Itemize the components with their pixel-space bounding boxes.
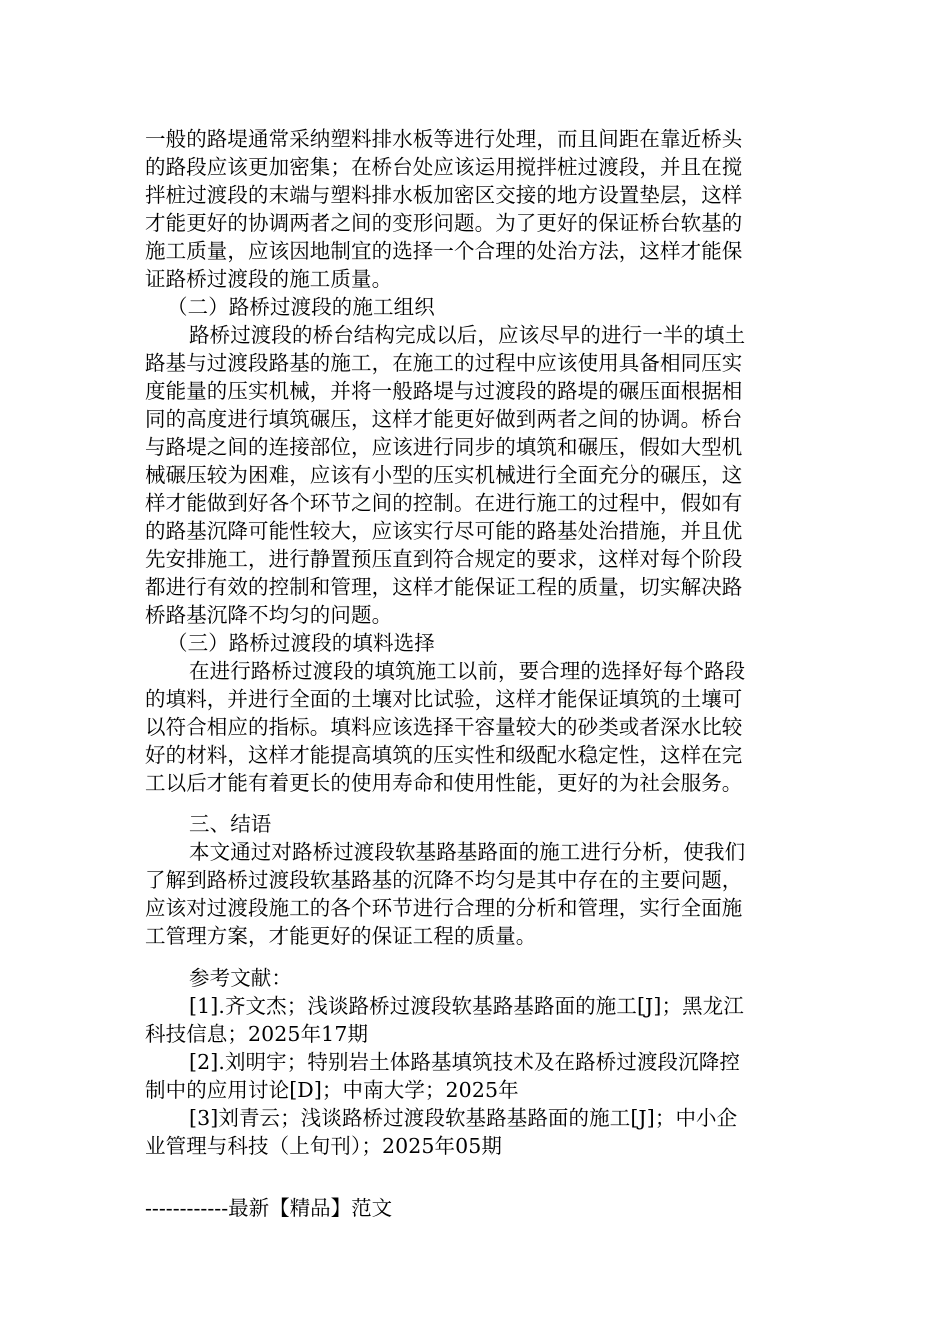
- text-line: 路桥过渡段的桥台结构完成以后，应该尽早的进行一半的填土: [189, 323, 746, 347]
- text-line: 拌桩过渡段的末端与塑料排水板加密区交接的地方设置垫层，这样: [145, 183, 743, 207]
- text-line: 同的高度进行填筑碾压，这样才能更好做到两者之间的协调。桥台: [145, 407, 743, 431]
- text-line: 以符合相应的指标。填料应该选择干容量较大的砂类或者深水比较: [145, 715, 743, 739]
- text-line: 了解到路桥过渡段软基路基的沉降不均匀是其中存在的主要问题，: [145, 868, 743, 892]
- text-line: 在进行路桥过渡段的填筑施工以前，要合理的选择好每个路段: [189, 659, 746, 683]
- text-line: 桥路基沉降不均匀的问题。: [145, 603, 393, 627]
- footer-text: ------------最新【精品】范文: [145, 1196, 393, 1220]
- text-line: 样才能做到好各个环节之间的控制。在进行施工的过程中，假如有: [145, 491, 743, 515]
- reference-line: [1].齐文杰；浅谈路桥过渡段软基路基路面的施工[J]；黑龙江: [189, 994, 744, 1018]
- text-line: 都进行有效的控制和管理，这样才能保证工程的质量，切实解决路: [145, 575, 743, 599]
- text-line: 施工质量，应该因地制宜的选择一个合理的处治方法，这样才能保: [145, 239, 743, 263]
- text-line: 工管理方案，才能更好的保证工程的质量。: [145, 924, 537, 948]
- section-heading: （二）路桥过渡段的施工组织: [167, 295, 435, 319]
- text-line: 械碾压较为困难，应该有小型的压实机械进行全面充分的碾压，这: [145, 463, 743, 487]
- reference-line: [3]刘青云；浅谈路桥过渡段软基路基路面的施工[J]；中小企: [189, 1106, 738, 1130]
- text-line: 先安排施工，进行静置预压直到符合规定的要求，这样对每个阶段: [145, 547, 743, 571]
- reference-line: 科技信息；2025年17期: [145, 1022, 369, 1046]
- text-line: 与路堤之间的连接部位，应该进行同步的填筑和碾压，假如大型机: [145, 435, 743, 459]
- text-line: 的填料，并进行全面的土壤对比试验，这样才能保证填筑的土壤可: [145, 687, 743, 711]
- text-line: 路基与过渡段路基的施工，在施工的过程中应该使用具备相同压实: [145, 351, 743, 375]
- reference-line: [2].刘明宇；特别岩土体路基填筑技术及在路桥过渡段沉降控: [189, 1050, 740, 1074]
- text-line: 好的材料，这样才能提高填筑的压实性和级配水稳定性，这样在完: [145, 743, 743, 767]
- text-line: 的路段应该更加密集；在桥台处应该运用搅拌桩过渡段，并且在搅: [145, 155, 743, 179]
- text-line: 的路基沉降可能性较大，应该实行尽可能的路基处治措施，并且优: [145, 519, 743, 543]
- reference-line: 制中的应用讨论[D]；中南大学；2025年: [145, 1078, 519, 1102]
- reference-line: 业管理与科技（上旬刊）；2025年05期: [145, 1134, 503, 1158]
- section-heading: 三、结语: [189, 812, 272, 836]
- text-line: 本文通过对路桥过渡段软基路基路面的施工进行分析，使我们: [189, 840, 746, 864]
- text-line: 工以后才能有着更长的使用寿命和使用性能，更好的为社会服务。: [145, 771, 743, 795]
- text-line: 证路桥过渡段的施工质量。: [145, 267, 393, 291]
- text-line: 度能量的压实机械，并将一般路堤与过渡段的路堤的碾压面根据相: [145, 379, 743, 403]
- text-line: 一般的路堤通常采纳塑料排水板等进行处理，而且间距在靠近桥头: [145, 127, 743, 151]
- text-line: 应该对过渡段施工的各个环节进行合理的分析和管理，实行全面施: [145, 896, 743, 920]
- text-line: 才能更好的协调两者之间的变形问题。为了更好的保证桥台软基的: [145, 211, 743, 235]
- section-heading: （三）路桥过渡段的填料选择: [167, 631, 435, 655]
- references-heading: 参考文献：: [189, 966, 292, 990]
